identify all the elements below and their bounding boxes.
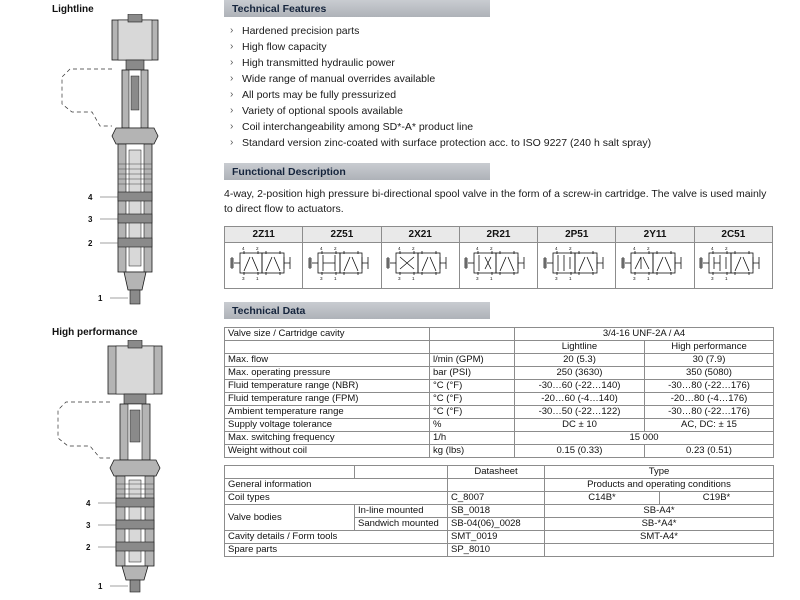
drawing-title-lightline: Lightline	[52, 4, 94, 15]
valve-size-value: 3/4-16 UNF-2A / A4	[515, 328, 774, 341]
table-row	[225, 544, 774, 557]
row-unit: 1/h	[430, 432, 515, 445]
svg-text:3: 3	[398, 276, 401, 281]
svg-text:1: 1	[333, 276, 337, 281]
row-label: Cavity details / Form tools	[225, 531, 448, 544]
row-datasheet: SB_0018	[448, 505, 545, 518]
svg-text:2: 2	[333, 246, 337, 251]
svg-text:2: 2	[255, 246, 259, 251]
table-row	[225, 466, 774, 479]
symbol-cell	[538, 243, 616, 289]
callout-1: 1	[98, 582, 103, 591]
table-row	[225, 328, 774, 341]
svg-text:1: 1	[647, 276, 650, 281]
row-value-high: -30…80 (-22…176)	[645, 380, 774, 393]
svg-text:4: 4	[319, 246, 323, 251]
row-label: Weight without coil	[225, 445, 430, 458]
drawing-title-high-performance: High performance	[52, 327, 138, 338]
high-performance-drawing-svg	[0, 340, 220, 595]
lightline-drawing-svg	[0, 14, 220, 324]
svg-text:1: 1	[568, 276, 572, 281]
row-value-span: 15 000	[515, 432, 774, 445]
row-datasheet: SMT_0019	[448, 531, 545, 544]
symbol-cell	[303, 243, 381, 289]
row-datasheet	[448, 479, 545, 492]
row-datasheet: C_8007	[448, 492, 545, 505]
table-row	[225, 406, 774, 419]
svg-text:4: 4	[476, 246, 480, 251]
row-value-lightline: DC ± 10	[515, 419, 645, 432]
valve-size-label: Valve size / Cartridge cavity	[225, 328, 430, 341]
row-label: Supply voltage tolerance	[225, 419, 430, 432]
hydraulic-symbols-table	[224, 226, 773, 289]
valve-size-unit	[430, 328, 515, 341]
row-label: Coil types	[225, 492, 448, 505]
drawings-column	[0, 0, 220, 600]
svg-text:1: 1	[490, 276, 494, 281]
functional-description-text: 4-way, 2-position high pressure bi-directional spool valve in the form of a screw-in cartridge. The valve is used mainly to direct flow to actuators.	[224, 188, 767, 215]
table-row	[225, 393, 774, 406]
svg-text:4: 4	[711, 246, 714, 251]
symbol-2C51	[697, 243, 769, 283]
table-row	[225, 380, 774, 393]
cross-section-high-performance	[0, 340, 220, 600]
callout-1: 1	[98, 294, 103, 303]
chevron-right-icon: ›	[230, 73, 234, 84]
row-type-a: C14B*	[545, 492, 660, 505]
row-label: Max. switching frequency	[225, 432, 430, 445]
table-row	[225, 367, 774, 380]
chevron-right-icon: ›	[230, 89, 234, 100]
svg-text:3: 3	[711, 276, 714, 281]
row-value-high: 0.23 (0.51)	[645, 445, 774, 458]
callout-2: 2	[88, 239, 93, 248]
row-label: Ambient temperature range	[225, 406, 430, 419]
feature-text: All ports may be fully pressurized	[242, 89, 397, 101]
chevron-right-icon: ›	[230, 57, 234, 68]
table-row	[225, 354, 774, 367]
row-value-lightline: 0.15 (0.33)	[515, 445, 645, 458]
symbol-header: 2Y11	[616, 227, 694, 243]
symbol-header: 2R21	[459, 227, 537, 243]
column-header-lightline: Lightline	[515, 341, 645, 354]
technical-data-table	[224, 327, 774, 458]
svg-text:3: 3	[476, 276, 480, 281]
row-unit: l/min (GPM)	[430, 354, 515, 367]
table-row	[225, 419, 774, 432]
section-header-technical-data	[224, 302, 800, 319]
table-row	[225, 432, 774, 445]
row-datasheet: SP_8010	[448, 544, 545, 557]
svg-text:2: 2	[490, 246, 494, 251]
symbol-2Z11	[228, 243, 300, 283]
section-title: Technical Data	[232, 304, 306, 317]
column-header-high-performance: High performance	[645, 341, 774, 354]
row-label: Fluid temperature range (NBR)	[225, 380, 430, 393]
svg-text:4: 4	[241, 246, 245, 251]
content-column	[224, 0, 800, 557]
svg-text:1: 1	[255, 276, 259, 281]
list-item	[224, 87, 800, 103]
svg-text:3: 3	[241, 276, 245, 281]
symbol-2Y11	[619, 243, 691, 283]
list-item	[224, 119, 800, 135]
svg-text:4: 4	[398, 246, 401, 251]
symbol-cell	[616, 243, 694, 289]
list-item	[224, 71, 800, 87]
symbol-header: 2X21	[381, 227, 459, 243]
table-row	[225, 531, 774, 544]
row-label: Valve bodies	[225, 505, 355, 531]
callout-4: 4	[86, 499, 91, 508]
row-unit: °C (°F)	[430, 380, 515, 393]
svg-text:4: 4	[633, 246, 636, 251]
chevron-right-icon: ›	[230, 25, 234, 36]
feature-text: Hardened precision parts	[242, 25, 360, 37]
empty-cell	[225, 341, 430, 354]
row-label: General information	[225, 479, 448, 492]
symbol-cell	[381, 243, 459, 289]
column-header-datasheet: Datasheet	[448, 466, 545, 479]
svg-text:3: 3	[633, 276, 636, 281]
svg-text:1: 1	[725, 276, 728, 281]
row-datasheet: SB-04(06)_0028	[448, 518, 545, 531]
row-value-high: -20…80 (-4…176)	[645, 393, 774, 406]
svg-text:2: 2	[647, 246, 650, 251]
svg-text:3: 3	[554, 276, 558, 281]
symbol-header-row	[225, 227, 773, 243]
list-item	[224, 55, 800, 71]
table-row	[225, 341, 774, 354]
row-label: Max. flow	[225, 354, 430, 367]
list-item	[224, 135, 800, 151]
symbol-2Z51	[306, 243, 378, 283]
feature-text: Wide range of manual overrides available	[242, 73, 436, 85]
section-title: Technical Features	[232, 2, 327, 15]
symbol-header: 2C51	[694, 227, 772, 243]
section-header-functional-description	[224, 163, 800, 180]
section-header-technical-features	[224, 0, 800, 17]
svg-text:2: 2	[412, 246, 415, 251]
symbol-diagram-row	[225, 243, 773, 289]
references-table	[224, 465, 774, 557]
chevron-right-icon: ›	[230, 121, 234, 132]
table-row	[225, 445, 774, 458]
row-type: SB-*A4*	[545, 518, 774, 531]
column-header-type: Type	[545, 466, 774, 479]
row-unit: °C (°F)	[430, 393, 515, 406]
callout-4: 4	[88, 193, 93, 202]
symbol-cell	[694, 243, 772, 289]
callout-3: 3	[86, 521, 91, 530]
table-row	[225, 479, 774, 492]
list-item	[224, 103, 800, 119]
table-row	[225, 505, 774, 518]
row-sublabel: In-line mounted	[355, 505, 448, 518]
svg-text:4: 4	[554, 246, 558, 251]
feature-text: Variety of optional spools available	[242, 105, 403, 117]
row-sublabel: Sandwich mounted	[355, 518, 448, 531]
list-item	[224, 23, 800, 39]
feature-text: Coil interchangeability among SD*-A* product line	[242, 121, 474, 133]
section-title: Functional Description	[232, 165, 346, 178]
row-value-lightline: -30…50 (-22…122)	[515, 406, 645, 419]
symbol-2P51	[541, 243, 613, 283]
symbol-cell	[459, 243, 537, 289]
table-row	[225, 492, 774, 505]
feature-text: High flow capacity	[242, 41, 327, 53]
row-label: Max. operating pressure	[225, 367, 430, 380]
symbol-header: 2Z11	[225, 227, 303, 243]
row-type: SMT-A4*	[545, 531, 774, 544]
list-item	[224, 39, 800, 55]
svg-text:1: 1	[412, 276, 415, 281]
empty-cell	[225, 466, 355, 479]
feature-text: High transmitted hydraulic power	[242, 57, 395, 69]
feature-text: Standard version zinc-coated with surface protection acc. to ISO 9227 (240 h salt spray)	[242, 137, 652, 149]
row-value-lightline: 20 (5.3)	[515, 354, 645, 367]
chevron-right-icon: ›	[230, 41, 234, 52]
row-value-lightline: -30…60 (-22…140)	[515, 380, 645, 393]
symbol-header: 2P51	[538, 227, 616, 243]
chevron-right-icon: ›	[230, 105, 234, 116]
row-type-b: C19B*	[660, 492, 774, 505]
symbol-2R21	[462, 243, 534, 283]
row-type: SB-A4*	[545, 505, 774, 518]
callout-2: 2	[86, 543, 91, 552]
svg-text:2: 2	[725, 246, 728, 251]
empty-cell	[355, 466, 448, 479]
symbol-header: 2Z51	[303, 227, 381, 243]
row-value-high: AC, DC: ± 15	[645, 419, 774, 432]
row-value-high: 30 (7.9)	[645, 354, 774, 367]
row-label: Spare parts	[225, 544, 448, 557]
symbol-2X21	[384, 243, 456, 283]
row-unit: kg (lbs)	[430, 445, 515, 458]
row-value-lightline: 250 (3630)	[515, 367, 645, 380]
symbol-cell	[225, 243, 303, 289]
technical-features-list	[224, 23, 800, 151]
cross-section-lightline	[0, 14, 220, 329]
callout-3: 3	[88, 215, 93, 224]
row-unit: bar (PSI)	[430, 367, 515, 380]
row-value-lightline: -20…60 (-4…140)	[515, 393, 645, 406]
row-label: Fluid temperature range (FPM)	[225, 393, 430, 406]
row-type	[545, 544, 774, 557]
row-value-high: 350 (5080)	[645, 367, 774, 380]
empty-cell	[430, 341, 515, 354]
row-type: Products and operating conditions	[545, 479, 774, 492]
svg-text:3: 3	[319, 276, 323, 281]
row-unit: °C (°F)	[430, 406, 515, 419]
row-unit: %	[430, 419, 515, 432]
row-value-high: -30…80 (-22…176)	[645, 406, 774, 419]
chevron-right-icon: ›	[230, 137, 234, 148]
svg-text:2: 2	[568, 246, 572, 251]
